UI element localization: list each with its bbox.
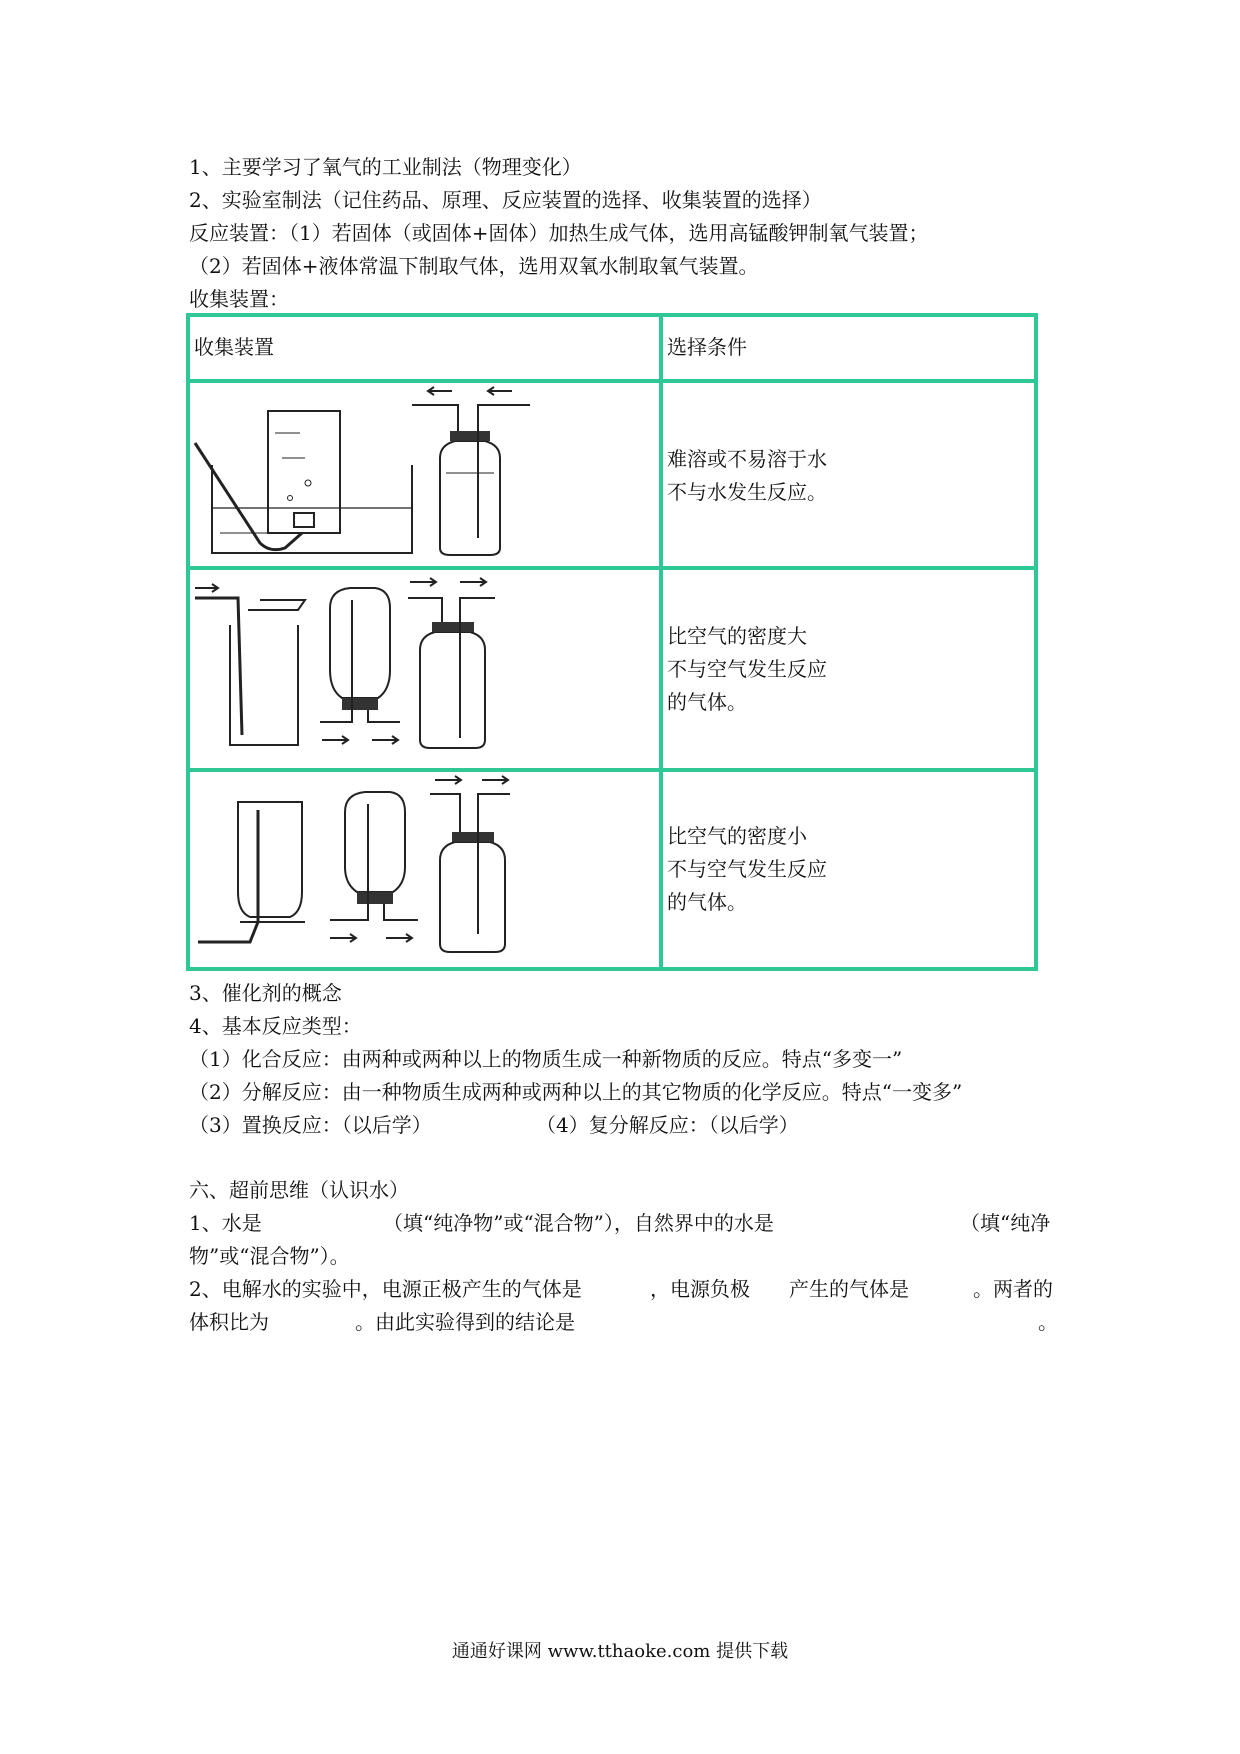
text-line-1: 1、主要学习了氧气的工业制法（物理变化） (189, 155, 582, 179)
table-header-left (186, 313, 663, 383)
condition-3-line-1: 比空气的密度小 (667, 824, 807, 848)
footer-download-note: 通通好课网 www.tthaoke.com 提供下载 (451, 1641, 789, 1662)
text-line-6: 3、催化剂的概念 (189, 981, 342, 1005)
collection-apparatus-table (186, 313, 1038, 971)
q1-part-d: 物”或“混合物”）。 (189, 1244, 350, 1268)
downward-air-displacement-diagram (190, 772, 660, 969)
text-line-4: （2）若固体+液体常温下制取气体，选用双氧水制取氧气装置。 (189, 254, 759, 278)
text-line-8: （1）化合反应：由两种或两种以上的物质生成一种新物质的反应。特点“多变一” (189, 1047, 903, 1071)
condition-2-line-1: 比空气的密度大 (667, 624, 807, 648)
text-line-10a: （3）置换反应：（以后学） (189, 1113, 432, 1137)
text-line-5: 收集装置： (189, 287, 289, 311)
q2-part-e: 体积比为 (189, 1310, 269, 1334)
apparatus-downward-air-displacement (186, 768, 663, 971)
condition-3-line-3: 的气体。 (667, 890, 747, 914)
text-line-2: 2、实验室制法（记住药品、原理、反应装置的选择、收集装置的选择） (189, 188, 822, 212)
water-displacement-diagram (190, 383, 660, 568)
condition-2-line-3: 的气体。 (667, 690, 747, 714)
q2-part-b: ，电源负极 (650, 1277, 750, 1301)
condition-cell-1 (659, 379, 1038, 570)
table-header-right (659, 313, 1038, 383)
q1-part-c: （填“纯净 (960, 1211, 1051, 1235)
condition-2-line-2: 不与空气发生反应 (667, 657, 827, 681)
text-line-7: 4、基本反应类型： (189, 1014, 362, 1038)
upward-air-displacement-diagram (190, 570, 660, 770)
apparatus-water-displacement (186, 379, 663, 570)
condition-1-line-1: 难溶或不易溶于水 (667, 447, 827, 471)
condition-3-line-2: 不与空气发生反应 (667, 857, 827, 881)
condition-1-line-2: 不与水发生反应。 (667, 480, 827, 504)
section-6-title: 六、超前思维（认识水） (189, 1178, 409, 1202)
text-line-9: （2）分解反应：由一种物质生成两种或两种以上的其它物质的化学反应。特点“一变多” (189, 1080, 963, 1104)
condition-cell-3 (659, 768, 1038, 971)
q1-part-b: （填“纯净物”或“混合物”），自然界中的水是 (383, 1211, 774, 1235)
header-right-label: 选择条件 (667, 335, 747, 359)
apparatus-upward-air-displacement (186, 566, 663, 772)
header-left-label: 收集装置 (194, 335, 274, 359)
q2-part-f: 。由此实验得到的结论是 (355, 1310, 575, 1334)
text-line-10b: （4）复分解反应：（以后学） (536, 1113, 799, 1137)
condition-cell-2 (659, 566, 1038, 772)
q2-part-a: 2、电解水的实验中，电源正极产生的气体是 (189, 1277, 582, 1301)
q2-part-c: 产生的气体是 (789, 1277, 909, 1301)
q2-part-d: 。两者的 (973, 1277, 1053, 1301)
text-line-3: 反应装置：（1）若固体（或固体+固体）加热生成气体，选用高锰酸钾制氧气装置； (189, 221, 929, 245)
q1-part-a: 1、水是 (189, 1211, 262, 1235)
q2-part-g: 。 (1038, 1310, 1058, 1334)
